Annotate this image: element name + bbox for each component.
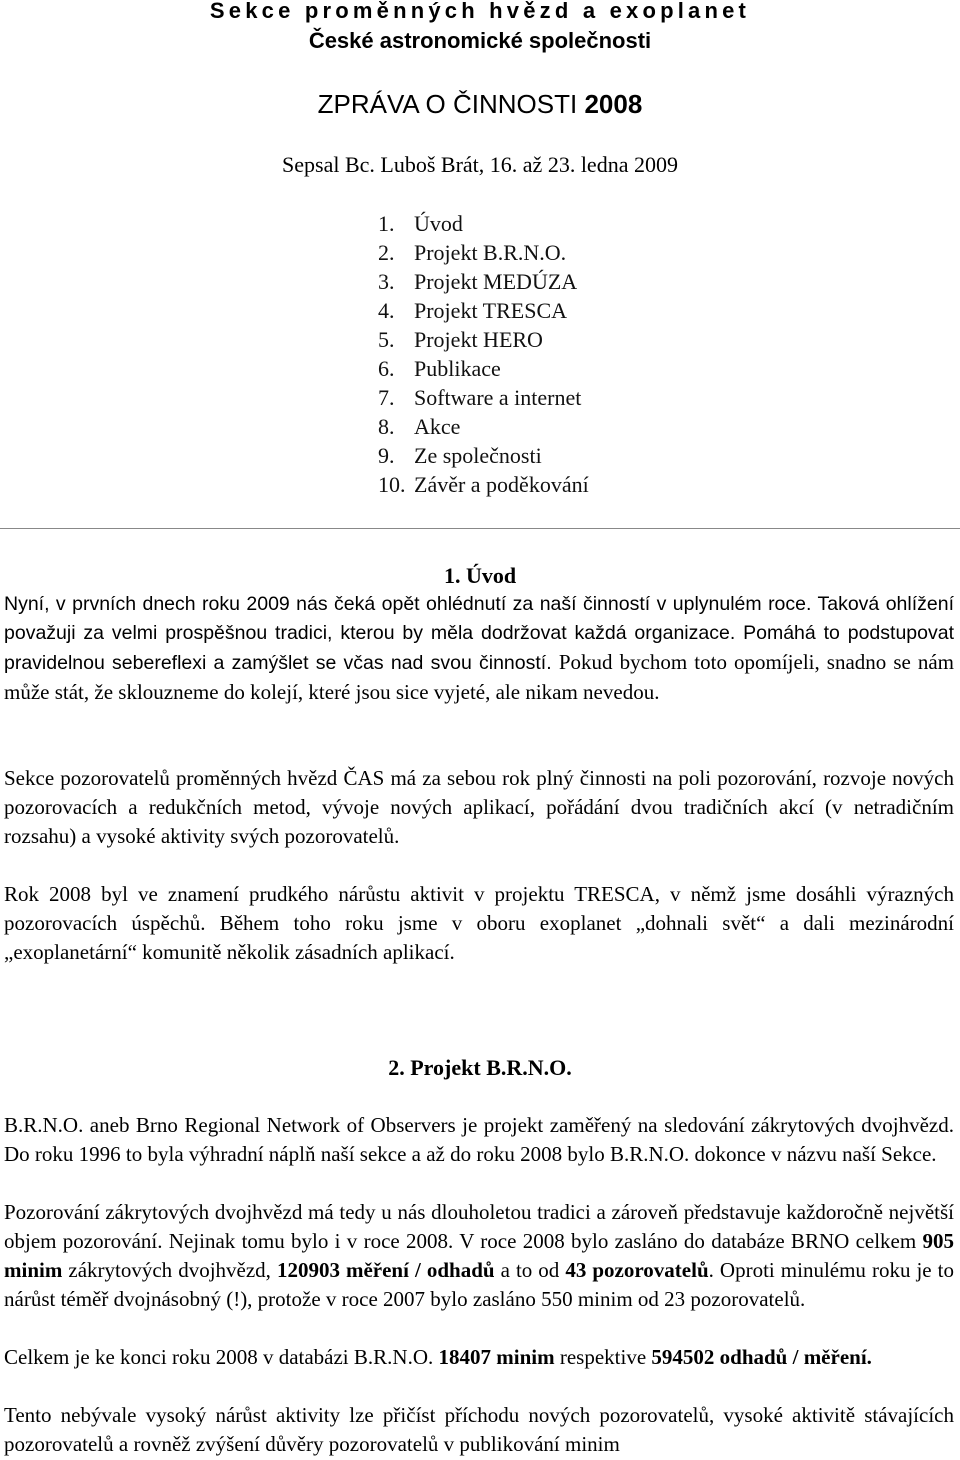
section-1-paragraph-1 bbox=[4, 590, 954, 708]
text-run: Pokud bychom toto opomíjeli, snadno se nám může stát, že sklouzneme do kolejí, které jsou sice vyjeté, ale nikam nevedou. bbox=[4, 650, 955, 704]
section-1-heading: 1. Úvod bbox=[443, 563, 517, 588]
toc-item bbox=[378, 209, 589, 238]
text-run: B.R.N.O. aneb Brno Regional Network of Observers je projekt zaměřený na sledování zákrytových dvojhvězd. bbox=[4, 1113, 954, 1137]
section-2-paragraph-4: Tento nebývale vysoký nárůst aktivity lze přičíst příchodu nových pozorovatelů, vysoké aktivitě stávajících pozorovatelů a rovněž zvýšení důvěry pozorovatelů v publikování minim bbox=[4, 1403, 954, 1456]
text-run: respektive bbox=[559, 1345, 647, 1369]
total-minima: 18407 minim bbox=[438, 1345, 555, 1369]
toc-number: 9. bbox=[378, 443, 395, 468]
toc-item bbox=[378, 325, 589, 354]
text-run: a to od bbox=[500, 1258, 560, 1282]
text-run: zákrytových dvojhvězd, bbox=[68, 1258, 271, 1282]
toc-item bbox=[378, 470, 589, 499]
horizontal-divider bbox=[0, 528, 960, 529]
toc-number: 5. bbox=[378, 327, 395, 352]
toc-item bbox=[378, 412, 589, 441]
toc-item bbox=[378, 441, 589, 470]
toc-label: Akce bbox=[414, 414, 461, 439]
text-run: Celkem je ke konci roku 2008 v databázi B.R.N.O. bbox=[4, 1345, 434, 1369]
toc-label: Úvod bbox=[414, 211, 463, 236]
total-estimates: 594502 odhadů / měření. bbox=[651, 1345, 872, 1369]
report-title bbox=[0, 88, 960, 120]
toc-label: Ze společnosti bbox=[414, 443, 542, 468]
toc-number: 3. bbox=[378, 269, 395, 294]
observer-count: 43 pozorovatelů bbox=[565, 1258, 709, 1282]
text-run: . Oproti minulému roku je to nárůst téměř dvojnásobný (!), protože v roce 2007 bylo zasláno 550 minim od 23 pozorovatelů. bbox=[4, 1258, 954, 1311]
section-2-paragraph-2 bbox=[4, 1198, 954, 1314]
text-run: Nyní, v prvních dnech roku 2009 nás čeká opět ohlédnutí za naší činností v uplynulém roce. Taková ohlížení považuji za velmi prospěšnou tradici, kterou by měla dodržovat každá organizace. Pomáhá to podstupovat pravidelnou sebereflexi a zamýšlet se včas nad svou činností. bbox=[4, 593, 954, 674]
report-title-text: ZPRÁVA O ČINNOSTI bbox=[317, 89, 578, 119]
section-2-paragraph-1 bbox=[4, 1111, 954, 1169]
section-1-paragraph-2: Sekce pozorovatelů proměnných hvězd ČAS má za sebou rok plný činnosti na poli pozorování, rozvoje nových pozorovacích a redukčních metod, vývoje nových aplikací, pořádání dvou tradičních akcí (v netradičním rozsahu) a vysoké aktivity svých pozorovatelů. bbox=[4, 766, 954, 848]
toc-item bbox=[378, 383, 589, 412]
toc-number: 10. bbox=[378, 472, 406, 497]
toc-label: Publikace bbox=[414, 356, 501, 381]
toc-item bbox=[378, 267, 589, 296]
minima-count: 905 minim bbox=[4, 1229, 955, 1282]
toc-label: Projekt B.R.N.O. bbox=[414, 240, 567, 265]
toc-number: 8. bbox=[378, 414, 395, 439]
text-run: Do roku 1996 to byla výhradní náplň naší sekce a až do roku 2008 bylo B.R.N.O. dokonce v názvu naší Sekce. bbox=[4, 1142, 937, 1166]
toc-number: 6. bbox=[378, 356, 395, 381]
toc-label: Software a internet bbox=[414, 385, 582, 410]
toc-number: 2. bbox=[378, 240, 395, 265]
text-run: Během toho roku jsme v oboru exoplanet „dohnali svět“ a dali mezinárodní „exoplanetární“ komunitě několik zásadních aplikací. bbox=[4, 911, 955, 964]
table-of-contents bbox=[378, 209, 589, 499]
section-1-paragraph-3 bbox=[4, 880, 954, 967]
toc-label: Projekt TRESCA bbox=[414, 298, 568, 323]
org-name-line2: České astronomické společnosti bbox=[308, 28, 652, 53]
toc-label: Závěr a poděkování bbox=[414, 472, 589, 497]
text-run: V roce 2008 bylo zasláno do databáze BRNO celkem bbox=[459, 1229, 917, 1253]
toc-number: 7. bbox=[378, 385, 395, 410]
section-2-heading: 2. Projekt B.R.N.O. bbox=[388, 1055, 572, 1080]
toc-item bbox=[378, 296, 589, 325]
section-2-paragraph-3 bbox=[4, 1343, 954, 1372]
toc-label: Projekt MEDÚZA bbox=[414, 269, 578, 294]
toc-item bbox=[378, 238, 589, 267]
report-title-year: 2008 bbox=[584, 89, 643, 119]
author-date: Sepsal Bc. Luboš Brát, 16. až 23. ledna 2009 bbox=[282, 152, 678, 177]
measurement-count: 120903 měření / odhadů bbox=[276, 1258, 495, 1282]
text-run: Rok 2008 byl ve znamení prudkého nárůstu aktivit v projektu TRESCA, v němž jsme dosáhli výrazných pozorovacích úspěchů. bbox=[4, 882, 954, 935]
text-run: Pozorování zákrytových dvojhvězd má tedy u nás dlouholetou tradici a zároveň představuje každoročně největší objem pozorování. Nejinak tomu bylo i v roce 2008. bbox=[4, 1200, 954, 1253]
toc-label: Projekt HERO bbox=[414, 327, 543, 352]
toc-number: 1. bbox=[378, 211, 395, 236]
toc-item bbox=[378, 354, 589, 383]
org-name-line1: Sekce proměnných hvězd a exoplanet bbox=[209, 0, 751, 23]
toc-number: 4. bbox=[378, 298, 395, 323]
